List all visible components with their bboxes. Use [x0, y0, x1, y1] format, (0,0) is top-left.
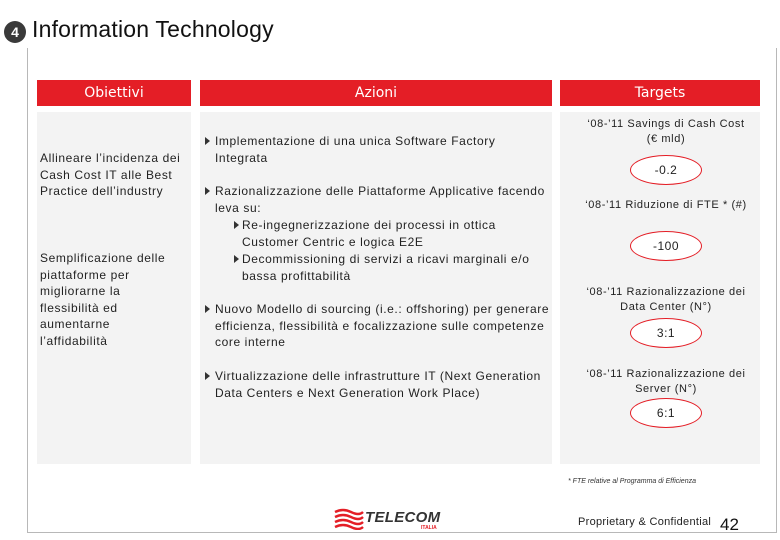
header-targets: Targets [560, 80, 760, 106]
logo-wordmark: TELECOM [365, 509, 441, 526]
azione-3: Nuovo Modello di sourcing (i.e.: offshoring) per generare efficienza, flessibilità e focalizzazione sulle competenze core interne [205, 301, 549, 351]
bullet-arrow-icon [234, 221, 239, 229]
confidential-label: Proprietary & Confidential [578, 516, 712, 528]
azione-4: Virtualizzazione delle infrastrutture IT (Next Generation Data Centers e Next Generation Work Place) [205, 368, 541, 401]
target-label-3: ‘08-’11 Razionalizzazione dei Data Center (N°) [586, 286, 746, 313]
bullet-arrow-icon [205, 187, 210, 195]
target-label-4: ‘08-’11 Razionalizzazione dei Server (N°) [586, 368, 746, 395]
azione-2: Razionalizzazione delle Piattaforme Applicative facendo leva su: [205, 183, 545, 216]
target-value-4: 6:1 [630, 398, 702, 428]
bullet-arrow-icon [205, 137, 210, 145]
azione-2-sub-1: Re-ingegnerizzazione dei processi in ottica Customer Centric e logica E2E [234, 217, 496, 250]
section-number-badge: 4 [4, 21, 26, 43]
logo-subtitle: ITALIA [421, 525, 437, 531]
target-value-3: 3:1 [630, 318, 702, 348]
target-label-1: ‘08-’11 Savings di Cash Cost (€ mld) [587, 118, 745, 145]
bullet-arrow-icon [205, 372, 210, 380]
obiettivo-1: Allineare l’incidenza dei Cash Cost IT alle Best Practice dell’industry [40, 151, 181, 198]
bullet-arrow-icon [234, 255, 239, 263]
target-value-1: -0.2 [630, 155, 702, 185]
header-azioni: Azioni [200, 80, 552, 106]
page-number: 42 [720, 515, 739, 534]
footnote: * FTE relative al Programma di Efficienza [568, 478, 696, 485]
azione-2-sub-2: Decommissioning di servizi a ricavi marginali e/o bassa profittabilità [234, 251, 530, 284]
telecom-logo-waves-icon [333, 508, 365, 530]
azione-1: Implementazione di una unica Software Factory Integrata [205, 133, 495, 166]
bullet-arrow-icon [205, 305, 210, 313]
telecom-italia-logo [333, 508, 441, 535]
header-obiettivi: Obiettivi [37, 80, 191, 106]
page-title: Information Technology [32, 16, 274, 42]
target-value-2: -100 [630, 231, 702, 261]
target-label-2: ‘08-’11 Riduzione di FTE * (#) [585, 199, 747, 211]
obiettivo-2: Semplificazione delle piattaforme per migliorarne la flessibilità ed aumentarne l’affidabilità [40, 251, 166, 348]
